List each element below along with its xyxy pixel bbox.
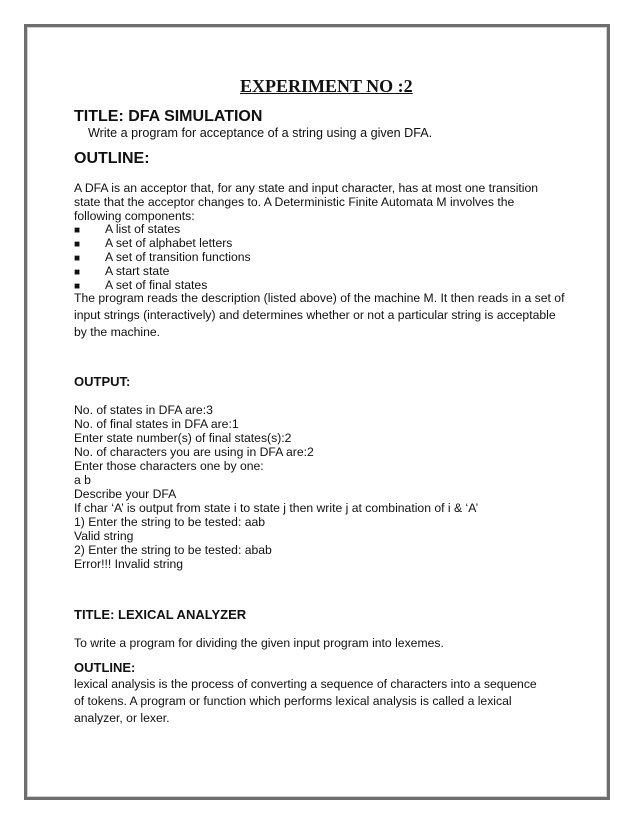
- square-bullet-icon: ■: [74, 281, 81, 292]
- description-line: input strings (interactively) and determines whether or not a particular string is acceptable: [74, 308, 556, 322]
- list-item-label: A set of transition functions: [105, 250, 251, 264]
- output-line: Error!!! Invalid string: [74, 557, 184, 571]
- outline-line: of tokens. A program or function which performs lexical analysis is called a lexical: [74, 694, 512, 708]
- description-line: The program reads the description (listed above) of the machine M. It then reads in a set of: [74, 291, 565, 305]
- square-bullet-icon: ■: [74, 239, 81, 250]
- intro-line: following components:: [74, 209, 195, 223]
- outline-line: lexical analysis is the process of converting a sequence of characters into a sequence: [74, 677, 537, 691]
- output-line: 1) Enter the string to be tested: aab: [74, 515, 266, 529]
- output-line: Valid string: [74, 529, 134, 543]
- experiment-title: EXPERIMENT NO :2: [240, 76, 413, 96]
- output-line: Enter those characters one by one:: [74, 459, 264, 473]
- square-bullet-icon: ■: [74, 267, 81, 278]
- output-line: 2) Enter the string to be tested: abab: [74, 543, 272, 557]
- section2-outline-heading: OUTLINE:: [74, 660, 136, 675]
- intro-line: state that the acceptor changes to. A Deterministic Finite Automata M involves the: [74, 195, 515, 209]
- list-item-label: A set of final states: [105, 278, 208, 292]
- output-line: No. of final states in DFA are:1: [74, 417, 239, 431]
- section2-aim: To write a program for dividing the given input program into lexemes.: [74, 636, 444, 650]
- description-line: by the machine.: [74, 325, 161, 339]
- list-item-label: A start state: [105, 264, 170, 278]
- square-bullet-icon: ■: [74, 225, 81, 236]
- output-line: No. of states in DFA are:3: [74, 403, 213, 417]
- section1-aim: Write a program for acceptance of a string using a given DFA.: [88, 126, 433, 140]
- output-line: No. of characters you are using in DFA are:2: [74, 445, 314, 459]
- output-heading: OUTPUT:: [74, 374, 131, 389]
- output-line: Describe your DFA: [74, 487, 177, 501]
- intro-line: A DFA is an acceptor that, for any state and input character, has at most one transition: [74, 181, 539, 195]
- output-line: a b: [74, 473, 91, 487]
- list-item-label: A list of states: [105, 222, 181, 236]
- section2-title: TITLE: LEXICAL ANALYZER: [74, 607, 247, 622]
- output-line: Enter state number(s) of final states(s):2: [74, 431, 292, 445]
- list-item-label: A set of alphabet letters: [105, 236, 233, 250]
- output-line: If char ‘A’ is output from state i to state j then write j at combination of i & ‘A’: [74, 501, 479, 515]
- section1-outline-heading: OUTLINE:: [74, 150, 150, 167]
- square-bullet-icon: ■: [74, 253, 81, 264]
- section1-title: TITLE: DFA SIMULATION: [74, 108, 263, 125]
- outline-line: analyzer, or lexer.: [74, 711, 170, 725]
